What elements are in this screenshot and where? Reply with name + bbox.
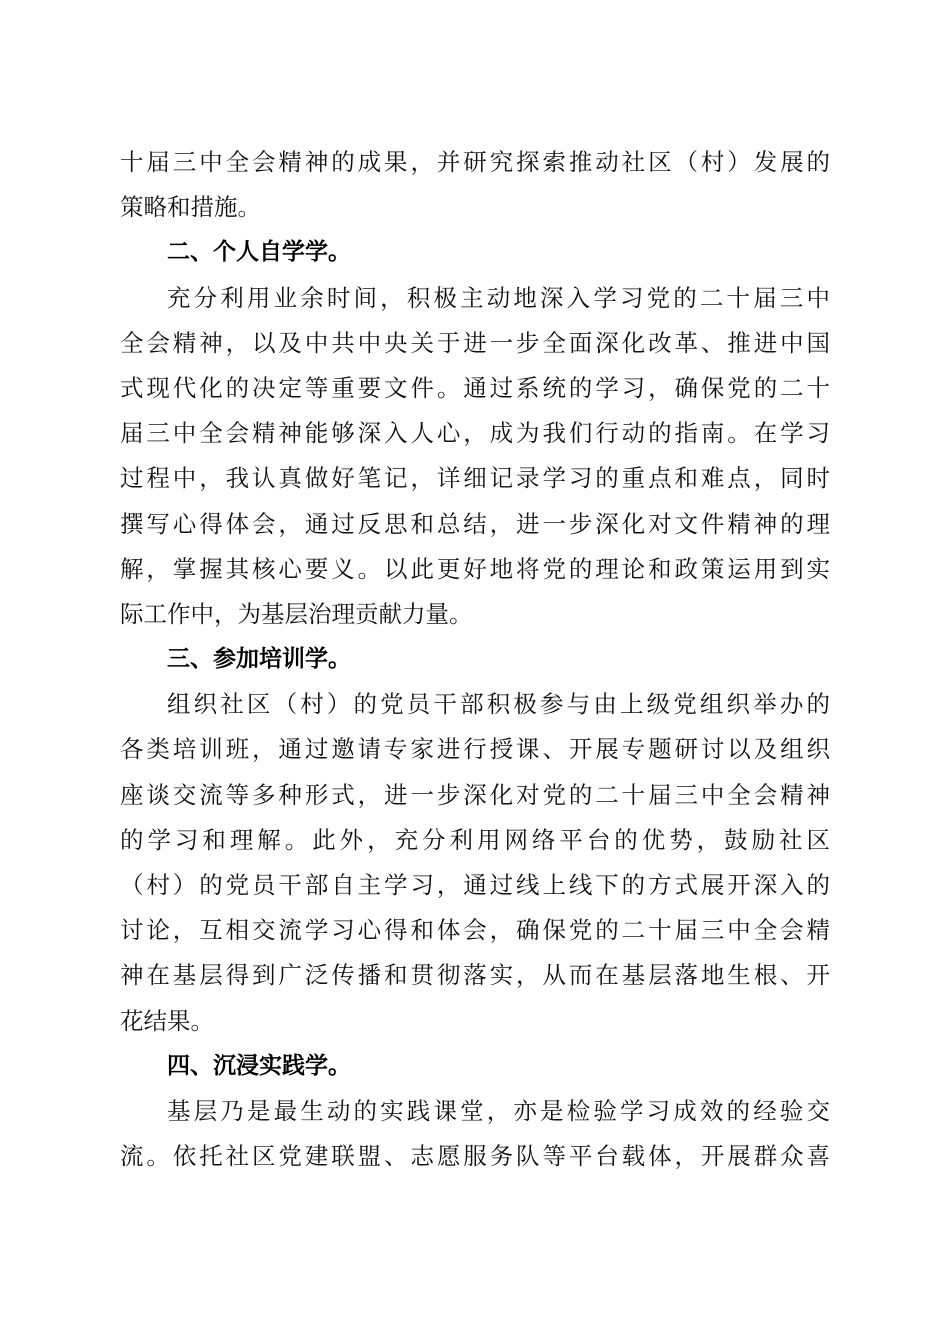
text-line: 流。依托社区党建联盟、志愿服务队等平台载体，开展群众喜 <box>120 1142 830 1171</box>
text-line: 撰写心得体会，通过反思和总结，进一步深化对文件精神的理 <box>120 509 830 538</box>
text-line: 式现代化的决定等重要文件。通过系统的学习，确保党的二十 <box>120 373 830 402</box>
text-line: 座谈交流等多种形式，进一步深化对党的二十届三中全会精神 <box>120 780 830 809</box>
text-line: 充分利用业余时间，积极主动地深入学习党的二十届三中 <box>167 283 830 312</box>
paragraph-continuation <box>120 140 830 230</box>
document-body <box>120 140 830 1179</box>
text-line: 全会精神，以及中共中央关于进一步全面深化改革、推进中国 <box>120 328 830 357</box>
paragraph-practice <box>120 1089 830 1179</box>
text-line: 神在基层得到广泛传播和贯彻落实，从而在基层落地生根、开 <box>120 961 830 990</box>
text-line: 花结果。 <box>120 1006 214 1035</box>
text-line: 际工作中，为基层治理贡献力量。 <box>120 599 473 628</box>
text-line: （村）的党员干部自主学习，通过线上线下的方式展开深入的 <box>120 871 830 899</box>
section-heading-practice: 四、沉浸实践学。 <box>167 1052 351 1079</box>
paragraph-training <box>120 682 830 1044</box>
text-line: 策略和措施。 <box>120 193 261 222</box>
section-heading-self-study: 二、个人自学学。 <box>167 239 351 266</box>
text-line: 解，掌握其核心要义。以此更好地将党的理论和政策运用到实 <box>120 554 830 583</box>
text-line: 各类培训班，通过邀请专家进行授课、开展专题研讨以及组织 <box>120 735 830 764</box>
text-line: 过程中，我认真做好笔记，详细记录学习的重点和难点，同时 <box>120 464 830 493</box>
section-heading-training: 三、参加培训学。 <box>167 646 351 673</box>
text-line: 基层乃是最生动的实践课堂，亦是检验学习成效的经验交 <box>167 1096 830 1125</box>
paragraph-self-study <box>120 276 830 638</box>
text-line: 十届三中全会精神的成果，并研究探索推动社区（村）发展的 <box>120 148 830 176</box>
text-line: 的学习和理解。此外，充分利用网络平台的优势，鼓励社区 <box>120 825 830 854</box>
text-line: 讨论，互相交流学习心得和体会，确保党的二十届三中全会精 <box>120 916 830 945</box>
text-line: 组织社区（村）的党员干部积极参与由上级党组织举办的 <box>167 690 830 719</box>
text-line: 届三中全会精神能够深入人心，成为我们行动的指南。在学习 <box>120 419 830 448</box>
